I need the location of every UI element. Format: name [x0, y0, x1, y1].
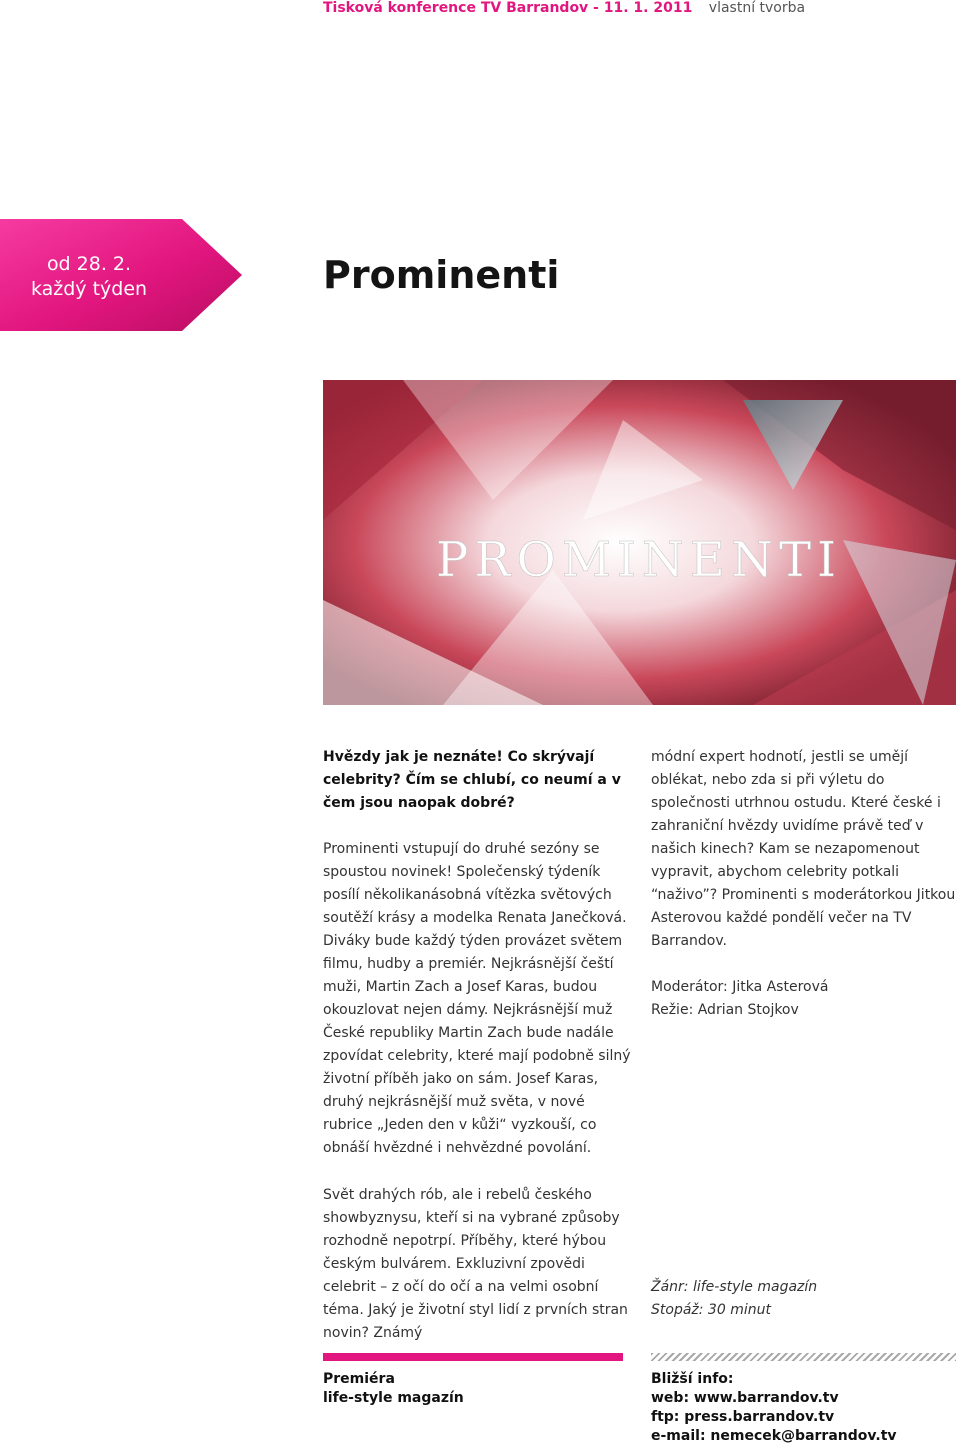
hero-image — [323, 380, 956, 705]
column-left-continued — [323, 1184, 633, 1345]
section-label: vlastní tvorba — [708, 0, 806, 16]
director-credit: Režie: Adrian Stojkov — [651, 1002, 799, 1018]
show-details — [651, 1276, 817, 1322]
event-title: Tisková konference TV Barrandov - 11. 1. 2011 — [323, 0, 693, 16]
web-link[interactable]: web: www.barrandov.tv — [651, 1390, 839, 1406]
lead-text: Hvězdy jak je neznáte! Co skrývají celebrity? Čím se chlubí, co neumí a v čem jsou naopak dobré? — [323, 749, 621, 811]
contact-info — [651, 1370, 897, 1446]
moderator-credit: Moderátor: Jitka Asterová — [651, 979, 829, 995]
hero-logo-text: PROMINENTI — [436, 532, 842, 588]
page-header — [323, 0, 805, 16]
badge-frequency: každý týden — [30, 278, 148, 300]
premiere-label: Premiéra — [323, 1371, 395, 1387]
ftp-link[interactable]: ftp: press.barrandov.tv — [651, 1409, 835, 1425]
genre-text: Žánr: life-style magazín — [651, 1279, 818, 1295]
hatched-divider — [651, 1353, 956, 1361]
page-title: Prominenti — [323, 253, 560, 297]
email-link[interactable]: e-mail: nemecek@barrandov.tv — [651, 1428, 897, 1444]
body-text: Prominenti vstupují do druhé sezóny se spoustou novinek! Společenský týdeník posílí několikanásobná vítězka světových soutěží krásy a modelka Renata Janečková. Diváky bude každý týden provázet světem filmu, hudby a premiér. Nejkrásnější čeští muži, Martin Zach a Josef Karas, budou okouzlovat nejen dámy. Nejkrásnější muž České republiky Martin Zach bude nadále zpovídat celebrity, které mají podobně silný životní příběh jako on sám. Josef Karas, druhý nejkrásnější muž světa, v nové rubrice „Jeden den v kůži“ vyzkouší, co obnáší hvězdné i nehvězdné povolání. — [323, 841, 631, 1156]
column-right — [651, 746, 957, 1045]
premiere-value: life-style magazín — [323, 1390, 464, 1406]
duration-text: Stopáž: 30 minut — [651, 1302, 771, 1318]
info-label: Bližší info: — [651, 1371, 734, 1387]
pink-divider — [323, 1353, 623, 1361]
premiere-info — [323, 1370, 464, 1408]
badge-text — [0, 252, 178, 302]
badge-date: od 28. 2. — [46, 253, 132, 275]
column-left — [323, 746, 633, 1160]
body-text-2: Svět drahých rób, ale i rebelů českého showbyznysu, kteří si na vybrané způsoby rozhodně nepotrpí. Příběhy, které hýbou českým bulvárem. Exkluzivní zpovědi celebrit – z očí do očí a na velmi osobní téma. Jaký je životní styl lidí z prvních stran novin? Známý — [323, 1187, 628, 1341]
body-text-3: módní expert hodnotí, jestli se umějí oblékat, nebo zda si při výletu do společnosti utrhnou ostudu. Které české i zahraniční hvězdy uvidíme právě teď v našich kinech? Kam se nezapomenout vypravit, abychom celebrity potkali “naživo”? Prominenti s moderátorkou Jitkou Asterovou každé pondělí večer na TV Barrandov. — [651, 749, 956, 949]
